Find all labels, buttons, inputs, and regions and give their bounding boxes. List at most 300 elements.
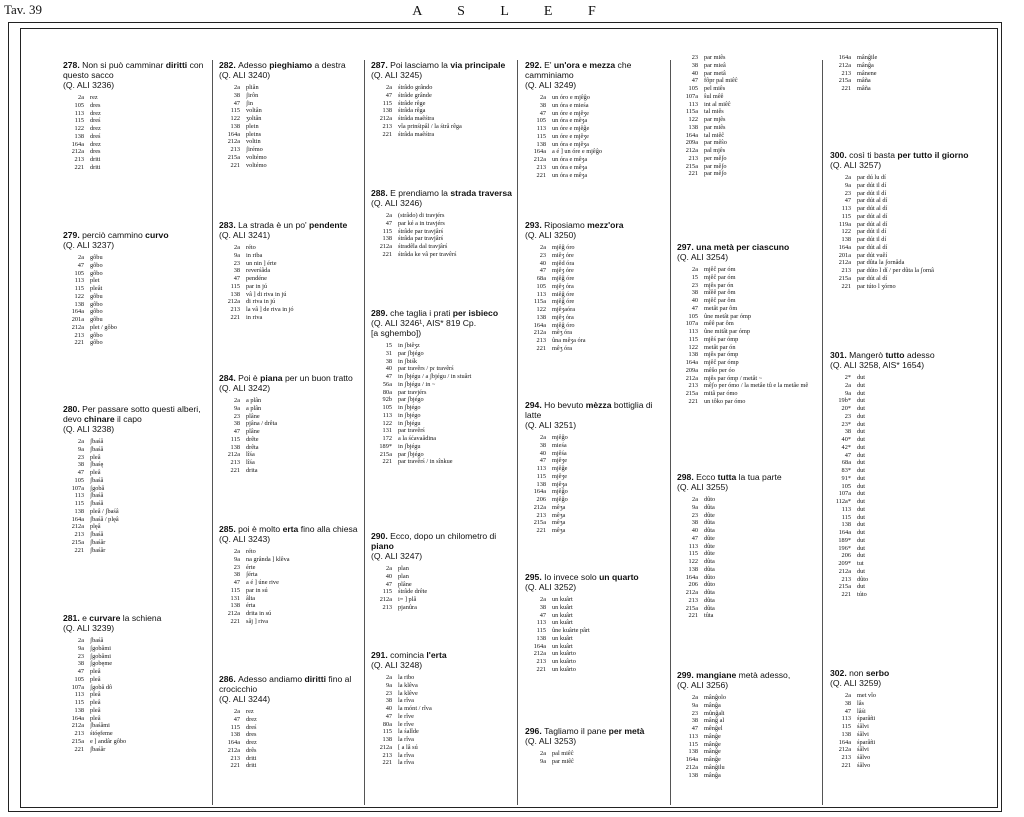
questionnaire-reference: (Q. ALI 3236) bbox=[63, 80, 115, 90]
dialect-form: driti bbox=[246, 762, 257, 770]
dialect-form: dûta bbox=[704, 503, 715, 511]
survey-point: 131 bbox=[230, 594, 240, 602]
response-row bbox=[827, 545, 972, 553]
keyword: per metà bbox=[608, 726, 645, 736]
survey-point: 47 bbox=[691, 725, 698, 732]
response-row bbox=[368, 365, 513, 373]
survey-point: 213 bbox=[536, 163, 546, 171]
keyword: curvare bbox=[89, 613, 121, 623]
questionnaire-reference: (Q. ALI 3256) bbox=[677, 680, 729, 690]
survey-point: 113 bbox=[688, 542, 698, 550]
response-row bbox=[827, 483, 972, 491]
survey-point: 23 bbox=[844, 189, 851, 197]
response-list bbox=[522, 596, 667, 674]
survey-point: 2a bbox=[234, 84, 240, 91]
dialect-form: mânĝe bbox=[704, 748, 721, 756]
entry-heading bbox=[368, 650, 513, 670]
response-row bbox=[216, 314, 361, 322]
keyword: piano bbox=[371, 541, 394, 551]
survey-point: 212a bbox=[227, 138, 240, 146]
dialect-form: in ʃbjégu bbox=[398, 442, 421, 450]
heading-text: la tua parte bbox=[736, 472, 782, 482]
response-row bbox=[368, 100, 513, 108]
atlas-entry bbox=[674, 242, 819, 406]
survey-point: 212a bbox=[685, 763, 698, 771]
response-row bbox=[522, 125, 667, 133]
response-row bbox=[674, 756, 819, 764]
response-row bbox=[674, 527, 819, 535]
response-row bbox=[368, 573, 513, 581]
heading-text: Non si può camminar bbox=[82, 60, 166, 70]
dialect-form: drez bbox=[90, 125, 101, 132]
response-row bbox=[368, 728, 513, 736]
dialect-form: pjâna / drêta bbox=[246, 420, 278, 428]
dialect-form: in ʃbjégo bbox=[398, 411, 421, 419]
survey-point: 2a bbox=[234, 244, 240, 251]
survey-point: 164a bbox=[71, 140, 84, 148]
response-row bbox=[368, 682, 513, 690]
dialect-form: dûta bbox=[704, 604, 715, 612]
dialect-form: plet / gôbo bbox=[90, 323, 117, 331]
response-row bbox=[60, 508, 205, 516]
dialect-form: a plân bbox=[246, 404, 262, 412]
survey-point: 40 bbox=[691, 297, 698, 304]
survey-point: 105 bbox=[536, 117, 546, 125]
response-row bbox=[368, 381, 513, 389]
dialect-form: śtrâda rêga bbox=[398, 107, 426, 115]
response-row bbox=[674, 274, 819, 282]
response-row bbox=[674, 550, 819, 558]
response-row bbox=[216, 618, 361, 626]
dialect-form: metât par ôm bbox=[704, 304, 738, 312]
dialect-form: par dút al dí bbox=[857, 274, 888, 282]
keyword: una metà per ciascuno bbox=[696, 242, 790, 252]
survey-point: 213 bbox=[688, 154, 698, 162]
heading-text: e bbox=[82, 613, 90, 623]
entry-number: 284. bbox=[219, 373, 239, 383]
response-row bbox=[216, 459, 361, 467]
response-row bbox=[60, 660, 205, 668]
survey-point: 115 bbox=[382, 588, 392, 596]
response-row bbox=[60, 539, 205, 547]
response-row bbox=[60, 316, 205, 324]
entry-number: 296. bbox=[525, 726, 545, 736]
entry-number: 287. bbox=[371, 60, 391, 70]
response-row bbox=[674, 694, 819, 702]
response-row bbox=[368, 759, 513, 767]
survey-point: 38 bbox=[77, 461, 84, 469]
survey-point: 164a bbox=[71, 515, 84, 523]
response-row bbox=[216, 602, 361, 610]
entry-number: 301. bbox=[830, 350, 850, 360]
response-row bbox=[216, 138, 361, 146]
response-row bbox=[368, 451, 513, 459]
response-row bbox=[827, 552, 972, 560]
dialect-form: mjêĝo bbox=[552, 488, 568, 496]
response-row bbox=[522, 666, 667, 674]
questionnaire-reference: (Q. ALI 3239) bbox=[63, 623, 115, 633]
survey-point: 221 bbox=[230, 466, 240, 474]
response-row bbox=[368, 358, 513, 366]
heading-text: Poi lasciamo la bbox=[390, 60, 451, 70]
response-row bbox=[216, 587, 361, 595]
heading-text: Per passare sotto questi alberi, devo bbox=[63, 404, 201, 424]
survey-point: 113 bbox=[841, 505, 851, 513]
dialect-form: ûna mêʒa óra bbox=[552, 337, 586, 344]
survey-point: 2a bbox=[234, 397, 240, 404]
response-row bbox=[522, 496, 667, 504]
survey-point: 221 bbox=[536, 527, 546, 534]
survey-point: 9a bbox=[234, 555, 240, 563]
survey-point: 215a bbox=[379, 450, 392, 458]
response-row bbox=[674, 597, 819, 605]
dialect-form: drez bbox=[90, 109, 101, 117]
response-row bbox=[827, 490, 972, 498]
response-row bbox=[674, 375, 819, 383]
entry-heading bbox=[60, 230, 205, 250]
survey-point: 212a bbox=[533, 329, 546, 337]
dialect-form: a la śćavaâdina bbox=[398, 435, 437, 442]
response-row bbox=[216, 267, 361, 275]
heading-text: non bbox=[849, 668, 866, 678]
survey-point: 105 bbox=[536, 282, 546, 290]
atlas-entry bbox=[216, 60, 361, 169]
response-row bbox=[674, 519, 819, 527]
dialect-form: un kuârto bbox=[552, 665, 576, 673]
dialect-form: ʃbaśâr bbox=[90, 546, 106, 554]
dialect-form: dûte bbox=[704, 550, 715, 558]
response-row bbox=[674, 305, 819, 313]
response-row bbox=[827, 259, 972, 267]
survey-point: 164a bbox=[838, 529, 851, 536]
survey-point: 115 bbox=[841, 723, 851, 730]
atlas-entry bbox=[368, 188, 513, 259]
survey-point: 47 bbox=[233, 99, 240, 107]
dialect-form: dut bbox=[857, 498, 866, 505]
survey-point: 122 bbox=[688, 343, 698, 351]
atlas-entry bbox=[216, 220, 361, 322]
dialect-form: un kuârt bbox=[552, 634, 573, 642]
response-row bbox=[522, 252, 667, 260]
response-row bbox=[60, 156, 205, 164]
dialect-form: śtradêla dal travjârś bbox=[398, 243, 448, 250]
survey-point: 221 bbox=[536, 344, 546, 352]
survey-point: 215a bbox=[685, 390, 698, 397]
survey-point: 122 bbox=[688, 558, 698, 565]
dialect-form: par ʃbjégo bbox=[398, 349, 424, 357]
survey-point: 206 bbox=[841, 552, 851, 560]
response-row bbox=[368, 744, 513, 752]
response-row bbox=[827, 283, 972, 291]
dialect-form: ʃbaśâr bbox=[90, 538, 106, 546]
response-row bbox=[674, 764, 819, 772]
survey-point: 212a bbox=[227, 451, 240, 459]
dialect-form: voltân bbox=[246, 107, 262, 115]
survey-point: 212a bbox=[227, 746, 240, 754]
survey-point: 138 bbox=[74, 300, 84, 308]
response-row bbox=[827, 382, 972, 390]
response-row bbox=[522, 306, 667, 314]
response-row bbox=[827, 731, 972, 739]
survey-point: 221 bbox=[841, 761, 851, 769]
response-row bbox=[216, 298, 361, 306]
survey-point: 212a bbox=[533, 650, 546, 658]
keyword: tutta bbox=[717, 472, 737, 482]
survey-point: 113 bbox=[536, 465, 546, 472]
dialect-form: dut bbox=[857, 529, 866, 536]
survey-point: 2a bbox=[78, 94, 84, 101]
survey-point: 212a bbox=[533, 503, 546, 511]
dialect-form: par dúto l dí / per dûta la ʃornâ bbox=[857, 267, 934, 274]
response-row bbox=[60, 102, 205, 110]
dialect-form: par dút al dí bbox=[857, 220, 888, 228]
response-row bbox=[827, 174, 972, 182]
dialect-form: drês bbox=[246, 746, 257, 754]
dialect-form: śtrâde par travjârś bbox=[398, 227, 444, 235]
survey-point: 113 bbox=[74, 691, 84, 699]
dialect-form: śtrâda maêśtra bbox=[398, 115, 435, 122]
keyword: strada traversa bbox=[450, 188, 512, 198]
response-row bbox=[522, 604, 667, 612]
survey-point: 215a bbox=[227, 153, 240, 161]
dialect-form: dut bbox=[857, 451, 866, 459]
dialect-form: pal miêĉ bbox=[552, 750, 574, 757]
response-row bbox=[368, 705, 513, 713]
survey-point: 221 bbox=[382, 759, 392, 767]
heading-text: Mangerò bbox=[849, 350, 886, 360]
response-row bbox=[216, 244, 361, 252]
keyword: mezz'ora bbox=[587, 220, 624, 230]
response-row bbox=[216, 306, 361, 314]
atlas-entry bbox=[827, 350, 972, 599]
dialect-form: dut bbox=[857, 505, 866, 513]
survey-point: 107a bbox=[685, 320, 698, 328]
questionnaire-reference: (Q. ALI 3259) bbox=[830, 678, 882, 688]
dialect-form: dut bbox=[857, 381, 866, 389]
dialect-form: voltémo bbox=[246, 161, 267, 169]
dialect-form: śparâñi bbox=[857, 715, 876, 723]
response-row bbox=[827, 475, 972, 483]
questionnaire-reference: (Q. ALI 3254) bbox=[677, 252, 729, 262]
response-row bbox=[216, 755, 361, 763]
keyword: un quarto bbox=[599, 572, 639, 582]
response-list bbox=[522, 244, 667, 353]
atlas-entry bbox=[827, 150, 972, 290]
survey-point: 213 bbox=[382, 751, 392, 759]
survey-point: 122 bbox=[688, 116, 698, 123]
atlas-entry bbox=[216, 674, 361, 770]
dialect-form: plet bbox=[90, 277, 100, 285]
survey-point: 2a bbox=[540, 750, 546, 757]
survey-point: 38 bbox=[233, 571, 240, 579]
dialect-form: dreś bbox=[246, 723, 257, 731]
survey-point: 221 bbox=[841, 591, 851, 598]
response-row bbox=[674, 132, 819, 140]
response-row bbox=[827, 413, 972, 421]
dialect-form: mânene bbox=[857, 69, 877, 77]
survey-point: 119a bbox=[838, 220, 851, 228]
survey-point: 221 bbox=[382, 250, 392, 258]
survey-point: 213 bbox=[74, 531, 84, 538]
survey-point: 138 bbox=[230, 290, 240, 298]
response-list bbox=[827, 692, 972, 770]
survey-point: 68a bbox=[536, 275, 546, 282]
dialect-form: śtrâde drête bbox=[398, 588, 428, 596]
response-row bbox=[216, 564, 361, 572]
response-row bbox=[827, 746, 972, 754]
dialect-form: pleâ bbox=[90, 699, 101, 706]
response-row bbox=[368, 674, 513, 682]
response-row bbox=[674, 139, 819, 147]
survey-point: 15 bbox=[691, 273, 698, 281]
response-row bbox=[674, 54, 819, 62]
dialect-form: mêʒa bbox=[552, 503, 566, 511]
response-row bbox=[216, 571, 361, 579]
keyword: serbo bbox=[865, 668, 890, 678]
dialect-form: dut bbox=[857, 567, 866, 575]
dialect-form: dut bbox=[857, 474, 866, 482]
dialect-form: dûta bbox=[704, 558, 715, 565]
entry-heading bbox=[522, 726, 667, 746]
response-list bbox=[674, 54, 819, 178]
dialect-form: gôbo bbox=[90, 339, 103, 347]
entry-heading bbox=[60, 60, 205, 90]
response-row bbox=[827, 498, 972, 506]
survey-point: 2a bbox=[386, 565, 392, 572]
dialect-form: un kuârt bbox=[552, 596, 573, 603]
questionnaire-reference: (Q. ALI 3253) bbox=[525, 736, 577, 746]
response-row bbox=[827, 506, 972, 514]
atlas-entry bbox=[674, 472, 819, 620]
survey-point: 38 bbox=[691, 61, 698, 69]
response-row bbox=[60, 523, 205, 531]
response-row bbox=[368, 596, 513, 604]
dialect-form: dûte bbox=[704, 511, 715, 519]
survey-point: 213 bbox=[382, 603, 392, 611]
dialect-form: par dút il dí bbox=[857, 181, 887, 189]
survey-point: 23* bbox=[841, 420, 851, 428]
dialect-form: dut bbox=[857, 436, 866, 443]
dialect-form: mjêĝ óro bbox=[552, 244, 575, 251]
response-row bbox=[522, 635, 667, 643]
survey-point: 2a bbox=[540, 434, 546, 441]
response-row bbox=[216, 291, 361, 299]
survey-point: 164a bbox=[685, 573, 698, 581]
entry-heading bbox=[216, 220, 361, 240]
response-row bbox=[216, 731, 361, 739]
survey-point: 115 bbox=[74, 500, 84, 507]
response-row bbox=[368, 435, 513, 443]
dialect-form: réto bbox=[246, 548, 256, 555]
entry-number: 281. bbox=[63, 613, 83, 623]
dialect-form: un tôko par ómo bbox=[704, 397, 746, 405]
response-row bbox=[674, 558, 819, 566]
dialect-form: mjêʒ óra bbox=[552, 282, 574, 290]
survey-point: 164a bbox=[227, 130, 240, 138]
dialect-form: drez bbox=[90, 140, 101, 148]
survey-point: 138 bbox=[688, 771, 698, 779]
heading-text: la schiena bbox=[120, 613, 162, 623]
questionnaire-reference: (Q. ALI 3246) bbox=[371, 198, 423, 208]
entry-heading bbox=[674, 242, 819, 262]
response-row bbox=[216, 724, 361, 732]
dialect-form: gôbo bbox=[90, 308, 103, 316]
entry-number: 290. bbox=[371, 531, 391, 541]
survey-point: 2a bbox=[234, 548, 240, 555]
survey-point: 38 bbox=[233, 420, 240, 428]
survey-point: 115a bbox=[685, 108, 698, 116]
survey-point: 164a bbox=[685, 756, 698, 763]
survey-point: 2a bbox=[540, 596, 546, 603]
dialect-form: un kuârto bbox=[552, 658, 576, 665]
survey-point: 113 bbox=[536, 125, 546, 132]
dialect-form: ʃin bbox=[246, 99, 253, 107]
heading-text: E' bbox=[544, 60, 554, 70]
survey-point: 131 bbox=[382, 427, 392, 435]
atlas-entry bbox=[368, 650, 513, 767]
dialect-form: mânĝa bbox=[704, 771, 721, 779]
response-row bbox=[368, 404, 513, 412]
response-row bbox=[674, 266, 819, 274]
dialect-form: [ a lâ sú bbox=[398, 743, 418, 751]
response-row bbox=[60, 324, 205, 332]
survey-point: 122 bbox=[230, 115, 240, 122]
dialect-form: śtrâdo grândo bbox=[398, 84, 433, 91]
dialect-form: śâlvo bbox=[857, 754, 871, 761]
survey-point: 138 bbox=[841, 730, 851, 738]
dialect-form: par travjérs bbox=[398, 388, 427, 396]
survey-point: 47 bbox=[844, 451, 851, 459]
response-row bbox=[216, 595, 361, 603]
response-row bbox=[522, 442, 667, 450]
response-row bbox=[522, 481, 667, 489]
dialect-form: par in sú bbox=[246, 586, 268, 594]
survey-point: 206 bbox=[688, 581, 698, 589]
survey-point: 215a bbox=[838, 77, 851, 85]
dialect-form: lîśa bbox=[246, 459, 255, 466]
keyword: mangiane bbox=[696, 670, 737, 680]
survey-point: 212a bbox=[838, 259, 851, 267]
questionnaire-reference: (Q. ALI 3251) bbox=[525, 420, 577, 430]
dialect-form: mjêĉ par ómp bbox=[704, 359, 739, 366]
entry-heading bbox=[216, 674, 361, 704]
response-row bbox=[60, 531, 205, 539]
dialect-form: tûta bbox=[704, 612, 714, 620]
response-row bbox=[60, 691, 205, 699]
response-list bbox=[60, 438, 205, 554]
questionnaire-reference: (Q. ALI 3249) bbox=[525, 80, 577, 90]
survey-point: 221 bbox=[74, 339, 84, 347]
survey-point: 138 bbox=[688, 123, 698, 131]
survey-point: 221 bbox=[230, 313, 240, 321]
dialect-form: di riva in jú bbox=[246, 298, 276, 306]
dialect-form: tal miês bbox=[704, 108, 724, 116]
survey-point: 2a bbox=[845, 381, 851, 389]
response-row bbox=[522, 148, 667, 156]
response-row bbox=[522, 291, 667, 299]
response-row bbox=[827, 591, 972, 599]
heading-text: Ecco, dopo un chilometro di bbox=[390, 531, 497, 541]
survey-point: 115 bbox=[536, 472, 546, 480]
response-list bbox=[60, 254, 205, 347]
response-row bbox=[827, 754, 972, 762]
column-divider bbox=[822, 60, 823, 805]
survey-point: 213 bbox=[688, 382, 698, 390]
survey-point: 47 bbox=[539, 267, 546, 275]
survey-point: 47 bbox=[385, 580, 392, 588]
survey-point: 105 bbox=[688, 312, 698, 320]
survey-point: 115 bbox=[230, 586, 240, 594]
